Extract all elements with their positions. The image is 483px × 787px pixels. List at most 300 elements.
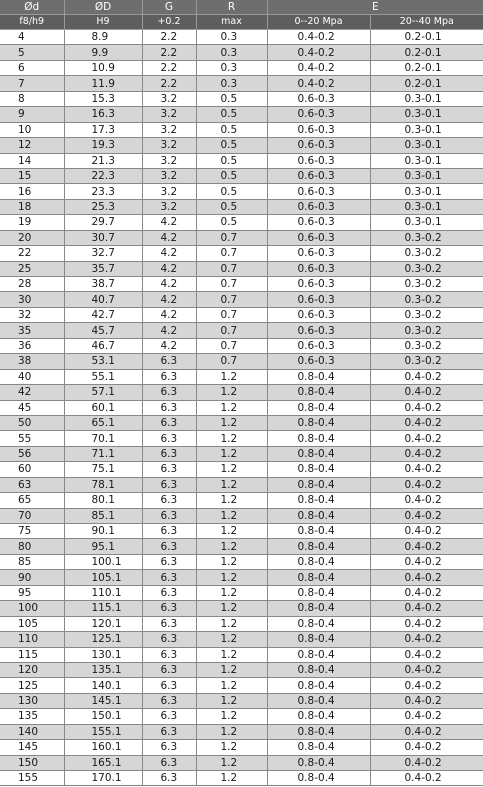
cell-E2: 0.4-0.2 [370,446,483,461]
cell-E1: 0.6-0.3 [267,307,370,322]
cell-E1: 0.6-0.3 [267,122,370,137]
cell-R: 1.2 [196,647,267,662]
cell-R: 1.2 [196,771,267,786]
cell-d: 110 [0,632,64,647]
cell-R: 1.2 [196,709,267,724]
subheader-E2: 20--40 Mpa [370,15,483,30]
cell-E1: 0.8-0.4 [267,616,370,631]
table-row [0,709,483,724]
table-row [0,45,483,60]
cell-E2: 0.3-0.1 [370,184,483,199]
cell-E1: 0.8-0.4 [267,709,370,724]
cell-D: 55.1 [64,369,142,384]
header-row-top [0,0,483,15]
cell-E2: 0.4-0.2 [370,724,483,739]
cell-D: 53.1 [64,354,142,369]
subheader-D: H9 [64,15,142,30]
cell-G: 4.2 [142,277,196,292]
cell-E2: 0.3-0.2 [370,277,483,292]
cell-R: 0.5 [196,168,267,183]
cell-E1: 0.4-0.2 [267,76,370,91]
cell-d: 30 [0,292,64,307]
cell-d: 20 [0,230,64,245]
cell-E2: 0.4-0.2 [370,771,483,786]
cell-E2: 0.4-0.2 [370,508,483,523]
cell-E2: 0.4-0.2 [370,539,483,554]
cell-R: 1.2 [196,755,267,770]
cell-D: 160.1 [64,740,142,755]
cell-D: 110.1 [64,585,142,600]
cell-E2: 0.4-0.2 [370,755,483,770]
table-row [0,693,483,708]
cell-d: 60 [0,462,64,477]
table-row [0,601,483,616]
cell-d: 38 [0,354,64,369]
cell-G: 6.3 [142,415,196,430]
cell-E2: 0.3-0.1 [370,168,483,183]
cell-E1: 0.6-0.3 [267,107,370,122]
cell-E2: 0.3-0.2 [370,307,483,322]
cell-G: 3.2 [142,138,196,153]
cell-d: 9 [0,107,64,122]
cell-D: 11.9 [64,76,142,91]
header-E: E [267,0,483,15]
table-row [0,400,483,415]
cell-D: 9.9 [64,45,142,60]
cell-D: 19.3 [64,138,142,153]
cell-d: 40 [0,369,64,384]
cell-d: 70 [0,508,64,523]
cell-E2: 0.4-0.2 [370,477,483,492]
cell-R: 0.3 [196,60,267,75]
cell-G: 3.2 [142,168,196,183]
cell-E1: 0.8-0.4 [267,693,370,708]
table-row [0,354,483,369]
cell-G: 6.3 [142,369,196,384]
cell-D: 145.1 [64,693,142,708]
cell-E2: 0.4-0.2 [370,493,483,508]
cell-E1: 0.6-0.3 [267,91,370,106]
cell-E1: 0.8-0.4 [267,554,370,569]
table-row [0,60,483,75]
cell-E1: 0.8-0.4 [267,462,370,477]
cell-G: 3.2 [142,184,196,199]
cell-d: 18 [0,199,64,214]
cell-D: 95.1 [64,539,142,554]
cell-R: 1.2 [196,678,267,693]
cell-E1: 0.4-0.2 [267,60,370,75]
cell-R: 0.3 [196,30,267,45]
cell-R: 0.7 [196,292,267,307]
cell-E2: 0.3-0.1 [370,107,483,122]
cell-E1: 0.8-0.4 [267,539,370,554]
cell-d: 7 [0,76,64,91]
cell-R: 1.2 [196,662,267,677]
cell-E2: 0.3-0.2 [370,354,483,369]
table-header [0,0,483,30]
cell-R: 0.5 [196,122,267,137]
cell-E2: 0.4-0.2 [370,601,483,616]
table-row [0,91,483,106]
subheader-E1: 0--20 Mpa [267,15,370,30]
cell-G: 4.2 [142,230,196,245]
table-row [0,277,483,292]
cell-d: 90 [0,570,64,585]
cell-R: 0.5 [196,91,267,106]
cell-R: 0.7 [196,230,267,245]
cell-E2: 0.4-0.2 [370,415,483,430]
table-row [0,168,483,183]
cell-d: 150 [0,755,64,770]
cell-d: 56 [0,446,64,461]
cell-R: 0.7 [196,338,267,353]
cell-G: 3.2 [142,91,196,106]
cell-R: 0.3 [196,76,267,91]
subheader-G: +0.2 [142,15,196,30]
table-row [0,107,483,122]
cell-G: 2.2 [142,30,196,45]
cell-D: 165.1 [64,755,142,770]
cell-E2: 0.4-0.2 [370,647,483,662]
cell-D: 71.1 [64,446,142,461]
table-row [0,477,483,492]
cell-G: 4.2 [142,338,196,353]
cell-R: 1.2 [196,693,267,708]
cell-E2: 0.4-0.2 [370,524,483,539]
cell-E2: 0.4-0.2 [370,570,483,585]
subheader-R: max [196,15,267,30]
cell-E2: 0.3-0.1 [370,215,483,230]
table-row [0,338,483,353]
cell-E1: 0.6-0.3 [267,230,370,245]
cell-E2: 0.3-0.1 [370,199,483,214]
cell-E1: 0.6-0.3 [267,215,370,230]
cell-E2: 0.3-0.2 [370,230,483,245]
table-row [0,138,483,153]
cell-E1: 0.6-0.3 [267,153,370,168]
cell-d: 115 [0,647,64,662]
cell-R: 0.3 [196,45,267,60]
cell-d: 8 [0,91,64,106]
cell-d: 32 [0,307,64,322]
table-row [0,369,483,384]
cell-d: 135 [0,709,64,724]
table-row [0,385,483,400]
cell-E1: 0.4-0.2 [267,30,370,45]
cell-G: 4.2 [142,292,196,307]
cell-D: 23.3 [64,184,142,199]
cell-E1: 0.8-0.4 [267,477,370,492]
table-row [0,740,483,755]
cell-G: 4.2 [142,261,196,276]
cell-D: 125.1 [64,632,142,647]
cell-d: 16 [0,184,64,199]
cell-E1: 0.8-0.4 [267,400,370,415]
cell-D: 85.1 [64,508,142,523]
header-R: R [196,0,267,15]
cell-D: 75.1 [64,462,142,477]
cell-E1: 0.6-0.3 [267,292,370,307]
cell-G: 6.3 [142,400,196,415]
cell-E1: 0.6-0.3 [267,138,370,153]
cell-D: 16.3 [64,107,142,122]
cell-R: 1.2 [196,601,267,616]
cell-G: 6.3 [142,662,196,677]
cell-G: 6.3 [142,709,196,724]
table-row [0,415,483,430]
cell-d: 120 [0,662,64,677]
cell-D: 22.3 [64,168,142,183]
cell-D: 70.1 [64,431,142,446]
cell-E1: 0.6-0.3 [267,199,370,214]
cell-E1: 0.6-0.3 [267,277,370,292]
cell-D: 25.3 [64,199,142,214]
cell-D: 17.3 [64,122,142,137]
table-row [0,292,483,307]
cell-G: 6.3 [142,539,196,554]
cell-D: 15.3 [64,91,142,106]
cell-E1: 0.8-0.4 [267,755,370,770]
cell-D: 130.1 [64,647,142,662]
cell-E1: 0.8-0.4 [267,524,370,539]
table-row [0,30,483,45]
cell-d: 35 [0,323,64,338]
cell-E1: 0.6-0.3 [267,246,370,261]
cell-E2: 0.3-0.2 [370,323,483,338]
subheader-d: f8/h9 [0,15,64,30]
cell-d: 6 [0,60,64,75]
cell-R: 0.7 [196,277,267,292]
cell-R: 0.7 [196,307,267,322]
cell-R: 0.5 [196,138,267,153]
cell-d: 25 [0,261,64,276]
cell-R: 1.2 [196,632,267,647]
cell-E2: 0.3-0.1 [370,153,483,168]
table-body [0,30,483,786]
cell-D: 100.1 [64,554,142,569]
cell-G: 6.3 [142,477,196,492]
cell-E2: 0.3-0.2 [370,338,483,353]
cell-D: 150.1 [64,709,142,724]
table-row [0,184,483,199]
cell-R: 0.5 [196,184,267,199]
cell-D: 78.1 [64,477,142,492]
table-row [0,323,483,338]
cell-G: 4.2 [142,215,196,230]
cell-E1: 0.8-0.4 [267,740,370,755]
cell-E2: 0.4-0.2 [370,709,483,724]
cell-R: 1.2 [196,385,267,400]
table-row [0,570,483,585]
cell-G: 6.3 [142,740,196,755]
cell-E1: 0.8-0.4 [267,647,370,662]
cell-G: 6.3 [142,570,196,585]
cell-D: 8.9 [64,30,142,45]
cell-d: 14 [0,153,64,168]
cell-d: 80 [0,539,64,554]
cell-G: 6.3 [142,601,196,616]
table-row [0,246,483,261]
cell-G: 3.2 [142,199,196,214]
cell-E1: 0.8-0.4 [267,446,370,461]
cell-G: 3.2 [142,107,196,122]
cell-d: 125 [0,678,64,693]
cell-R: 1.2 [196,724,267,739]
cell-d: 15 [0,168,64,183]
cell-d: 140 [0,724,64,739]
cell-R: 1.2 [196,431,267,446]
cell-R: 1.2 [196,369,267,384]
cell-E2: 0.4-0.2 [370,431,483,446]
cell-D: 40.7 [64,292,142,307]
cell-E1: 0.4-0.2 [267,45,370,60]
cell-E1: 0.8-0.4 [267,431,370,446]
cell-E1: 0.8-0.4 [267,771,370,786]
cell-G: 6.3 [142,508,196,523]
table-row [0,307,483,322]
cell-d: 12 [0,138,64,153]
cell-G: 3.2 [142,122,196,137]
cell-R: 1.2 [196,462,267,477]
cell-D: 60.1 [64,400,142,415]
cell-E1: 0.8-0.4 [267,415,370,430]
cell-E2: 0.4-0.2 [370,462,483,477]
cell-E2: 0.3-0.1 [370,122,483,137]
cell-E2: 0.2-0.1 [370,30,483,45]
table-row [0,771,483,786]
cell-E2: 0.4-0.2 [370,554,483,569]
table-row [0,493,483,508]
cell-D: 29.7 [64,215,142,230]
cell-E1: 0.6-0.3 [267,323,370,338]
cell-E1: 0.8-0.4 [267,601,370,616]
cell-d: 100 [0,601,64,616]
table-row [0,724,483,739]
cell-R: 0.7 [196,246,267,261]
table-row [0,431,483,446]
cell-G: 6.3 [142,446,196,461]
cell-d: 50 [0,415,64,430]
cell-E2: 0.3-0.1 [370,138,483,153]
cell-D: 155.1 [64,724,142,739]
cell-E2: 0.4-0.2 [370,585,483,600]
cell-d: 105 [0,616,64,631]
cell-E2: 0.4-0.2 [370,632,483,647]
cell-G: 6.3 [142,462,196,477]
cell-d: 95 [0,585,64,600]
cell-E2: 0.4-0.2 [370,678,483,693]
cell-R: 1.2 [196,570,267,585]
cell-E2: 0.2-0.1 [370,76,483,91]
cell-R: 1.2 [196,493,267,508]
cell-G: 6.3 [142,524,196,539]
cell-d: 75 [0,524,64,539]
table-row [0,230,483,245]
cell-G: 6.3 [142,678,196,693]
cell-D: 80.1 [64,493,142,508]
cell-D: 90.1 [64,524,142,539]
table-row [0,446,483,461]
table-row [0,662,483,677]
cell-E2: 0.3-0.1 [370,91,483,106]
cell-G: 4.2 [142,307,196,322]
cell-d: 130 [0,693,64,708]
cell-R: 0.5 [196,153,267,168]
cell-E2: 0.4-0.2 [370,740,483,755]
cell-D: 115.1 [64,601,142,616]
table-row [0,678,483,693]
cell-R: 1.2 [196,585,267,600]
table-row [0,261,483,276]
cell-E2: 0.4-0.2 [370,616,483,631]
cell-R: 1.2 [196,477,267,492]
cell-G: 6.3 [142,354,196,369]
cell-D: 38.7 [64,277,142,292]
cell-d: 22 [0,246,64,261]
cell-G: 2.2 [142,45,196,60]
cell-D: 35.7 [64,261,142,276]
cell-R: 1.2 [196,616,267,631]
table-row [0,462,483,477]
table-row [0,524,483,539]
cell-G: 6.3 [142,632,196,647]
table-row [0,215,483,230]
cell-D: 46.7 [64,338,142,353]
header-d: Ød [0,0,64,15]
cell-d: 42 [0,385,64,400]
cell-R: 0.5 [196,199,267,214]
cell-G: 6.3 [142,647,196,662]
cell-d: 10 [0,122,64,137]
cell-d: 155 [0,771,64,786]
cell-D: 32.7 [64,246,142,261]
cell-E1: 0.8-0.4 [267,508,370,523]
cell-E1: 0.8-0.4 [267,724,370,739]
table-row [0,616,483,631]
cell-d: 36 [0,338,64,353]
cell-G: 6.3 [142,431,196,446]
cell-E2: 0.4-0.2 [370,369,483,384]
cell-G: 2.2 [142,60,196,75]
cell-D: 65.1 [64,415,142,430]
table-row [0,755,483,770]
cell-E1: 0.6-0.3 [267,261,370,276]
cell-R: 1.2 [196,415,267,430]
cell-d: 55 [0,431,64,446]
cell-E1: 0.8-0.4 [267,632,370,647]
cell-d: 45 [0,400,64,415]
cell-R: 1.2 [196,539,267,554]
cell-E2: 0.3-0.2 [370,261,483,276]
cell-R: 1.2 [196,400,267,415]
table-row [0,539,483,554]
cell-R: 0.7 [196,261,267,276]
table-row [0,122,483,137]
cell-G: 6.3 [142,385,196,400]
cell-E1: 0.8-0.4 [267,570,370,585]
cell-G: 6.3 [142,585,196,600]
cell-d: 65 [0,493,64,508]
cell-G: 6.3 [142,693,196,708]
cell-d: 5 [0,45,64,60]
cell-E1: 0.8-0.4 [267,585,370,600]
cell-R: 1.2 [196,524,267,539]
header-D: ØD [64,0,142,15]
cell-d: 4 [0,30,64,45]
cell-E2: 0.4-0.2 [370,385,483,400]
cell-d: 145 [0,740,64,755]
cell-E1: 0.6-0.3 [267,184,370,199]
